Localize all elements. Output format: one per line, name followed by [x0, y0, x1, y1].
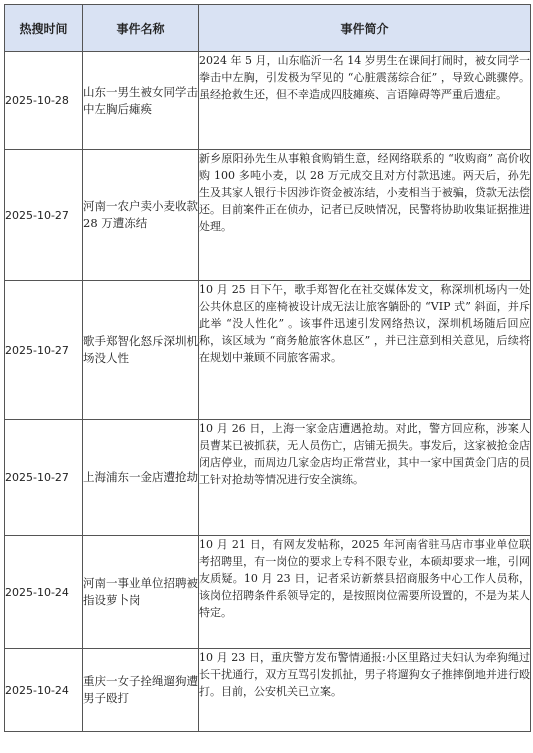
row-event-summary: 10 月 26 日，上海一家金店遭遇抢劫。对此，警方回应称，涉案人员曹某已被抓获，无人员伤亡，店铺无损失。事发后，这家被抢金店闭店停业，而周边几家金店均正常营业，其中一家中国黄金门店的员工针对抢劫等情况进行安全演练。 [199, 420, 531, 536]
table-row [5, 52, 531, 150]
row-event-summary: 10 月 21 日，有网友发帖称，2025 年河南省驻马店市事业单位联考招聘里，有一岗位的要求上专科不限专业，本硕却要求一堆，引网友质疑。10 月 23 日，记者采访新蔡县招商服务中心工作人员称，该岗位招聘条件系领导定的，是按照岗位需要所设置的，不是为某人特定。 [199, 536, 531, 649]
row-event-summary: 10 月 25 日下午，歌手郑智化在社交媒体发文，称深圳机场内一处公共休息区的座椅被设计成无法让旅客躺卧的 “VIP 式” 斜面，并斥此举 “没人性化” 。该事件迅速引发网络热议，深圳机场随后回应称，该区域为 “商务舱旅客休息区” ，并已注意到相关意见，后续将在规划中兼顾不同旅客需求。 [199, 281, 531, 420]
row-event-summary: 2024 年 5 月，山东临沂一名 14 岁男生在课间打闹时，被女同学一拳击中左胸，引发极为罕见的 “心脏震荡综合征” ，导致心跳骤停。虽经抢救生还，但不幸造成四肢瘫痪、言语障碍等严重后遗症。 [199, 52, 531, 150]
table-row [5, 649, 531, 732]
row-event-name: 河南一事业单位招聘被指设萝卜岗 [83, 536, 199, 649]
row-event-summary: 新乡原阳孙先生从事粮食购销生意，经网络联系的 “收购商” 高价收购 100 多吨小麦，以 28 万元成交且对方付款迅速。两天后，孙先生及其家人银行卡因涉诈资金被冻结，小麦相当于被骗，贷款无法偿还。目前案件正在侦办，记者已反映情况，民警将协助收集证据推进处理。 [199, 150, 531, 281]
row-date: 2025-10-24 [5, 536, 83, 649]
header-event-name: 事件名称 [83, 5, 199, 52]
row-date: 2025-10-24 [5, 649, 83, 732]
row-event-name: 重庆一女子拴绳遛狗遭男子殴打 [83, 649, 199, 732]
row-date: 2025-10-27 [5, 420, 83, 536]
header-event-summary: 事件简介 [199, 5, 531, 52]
row-event-summary: 10 月 23 日，重庆警方发布警情通报:小区里路过夫妇认为牵狗绳过长干扰通行，双方互骂引发抓扯，男子将遛狗女子推摔倒地并进行殴打。目前，公安机关已立案。 [199, 649, 531, 732]
row-event-name: 上海浦东一金店遭抢劫 [83, 420, 199, 536]
table-row [5, 420, 531, 536]
table-row [5, 536, 531, 649]
table-row [5, 281, 531, 420]
row-date: 2025-10-28 [5, 52, 83, 150]
hot-search-table-container [4, 4, 530, 732]
table-header-row [5, 5, 531, 52]
row-event-name: 山东一男生被女同学击中左胸后瘫痪 [83, 52, 199, 150]
row-event-name: 歌手郑智化怒斥深圳机场没人性 [83, 281, 199, 420]
row-date: 2025-10-27 [5, 281, 83, 420]
row-date: 2025-10-27 [5, 150, 83, 281]
row-event-name: 河南一农户卖小麦收款 28 万遭冻结 [83, 150, 199, 281]
hot-search-table [4, 4, 531, 732]
header-time: 热搜时间 [5, 5, 83, 52]
table-row [5, 150, 531, 281]
